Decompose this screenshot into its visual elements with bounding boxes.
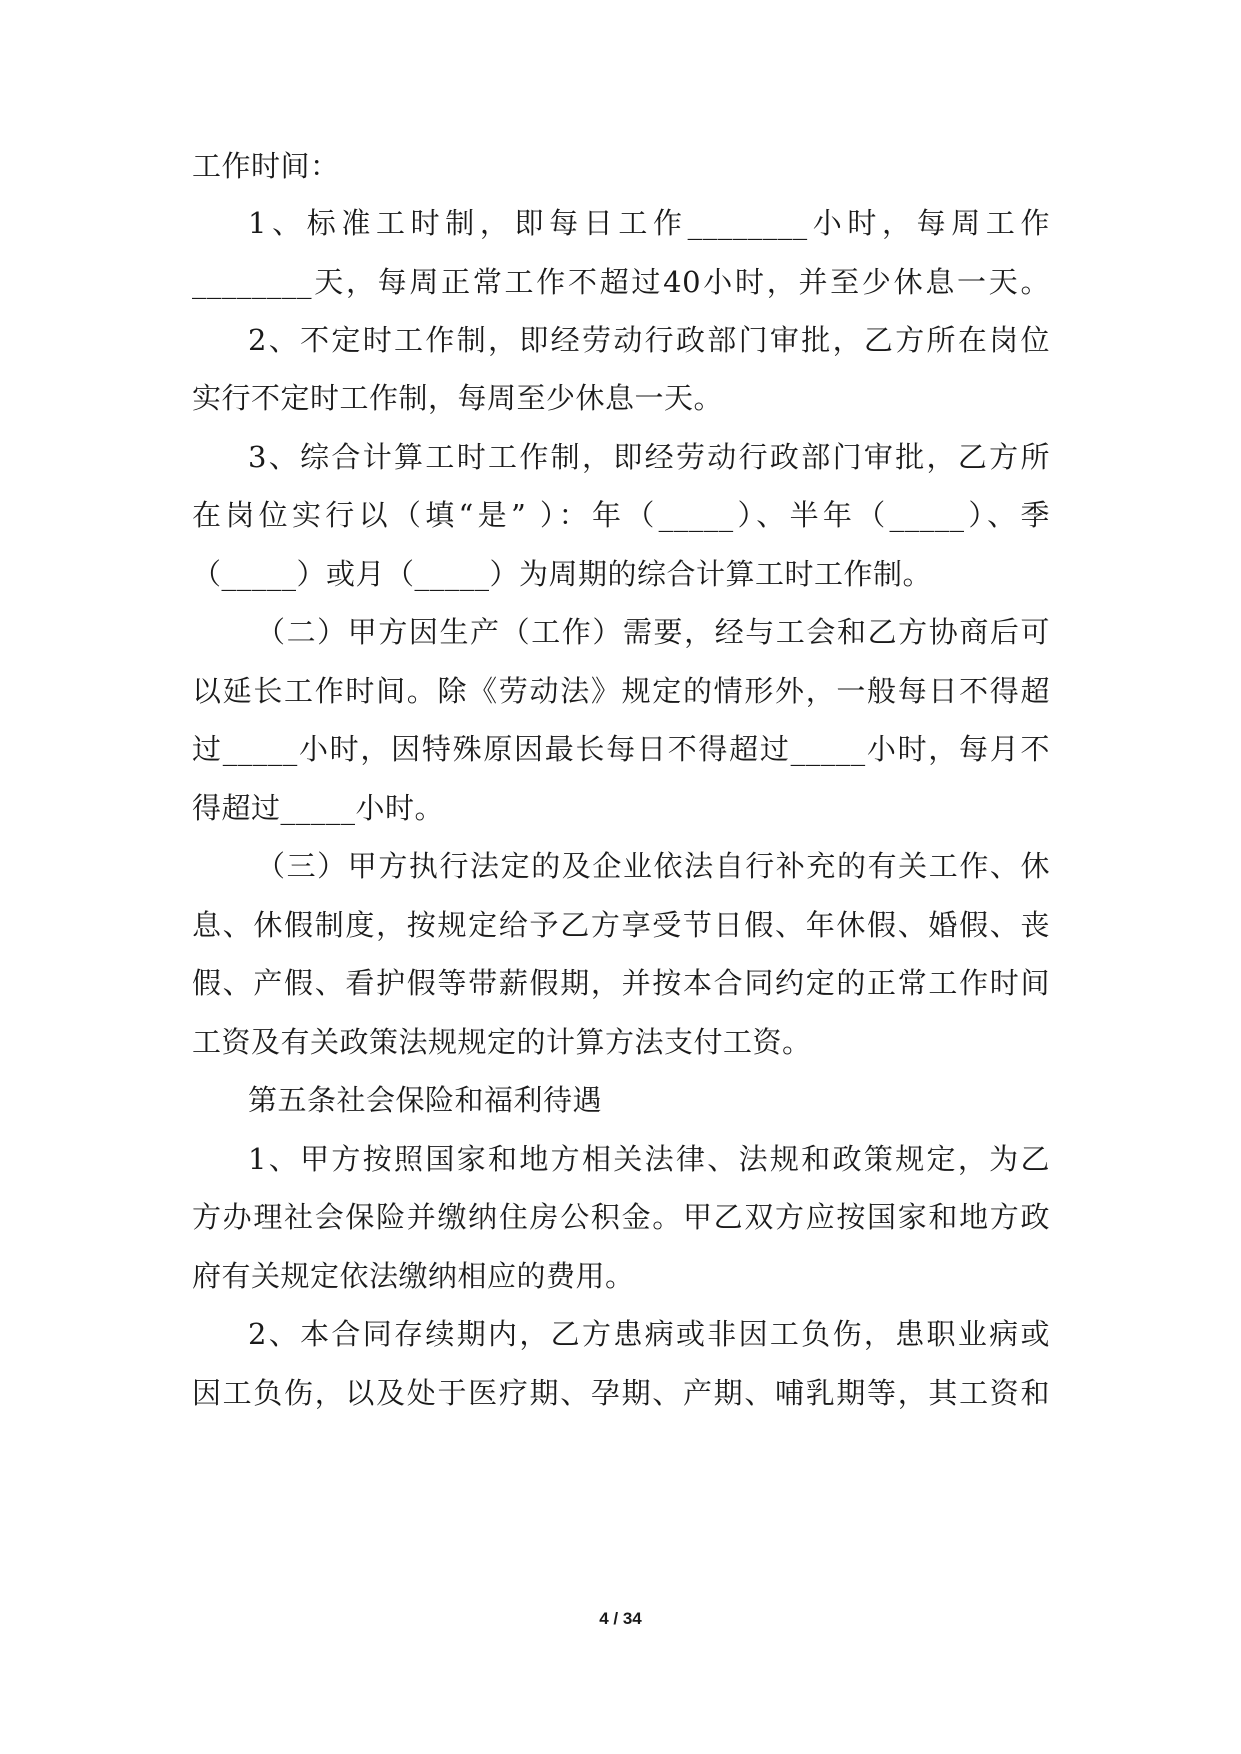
- text-line: 2、不定时工作制，即经劳动行政部门审批，乙方所在岗位: [248, 323, 1050, 357]
- text-line: 过_____小时，因特殊原因最长每日不得超过_____小时，每月不: [192, 732, 1050, 766]
- text-line: 在岗位实行以（填“是” ）：年（_____）、半年（_____）、季: [192, 498, 1050, 532]
- text-line: （三）甲方执行法定的及企业依法自行补充的有关工作、休: [256, 849, 1050, 883]
- text-line: （_____）或月（_____）为周期的综合计算工时工作制。: [192, 557, 933, 591]
- text-line: 实行不定时工作制，每周至少休息一天。: [192, 381, 724, 415]
- text-line: ________天，每周正常工作不超过40小时，并至少休息一天。: [192, 265, 1050, 299]
- text-line: 1、标准工时制，即每日工作________小时，每周工作: [248, 206, 1050, 240]
- text-line: 工资及有关政策法规规定的计算方法支付工资。: [192, 1025, 812, 1059]
- text-line: 假、产假、看护假等带薪假期，并按本合同约定的正常工作时间: [192, 966, 1050, 1000]
- page-number: 4 / 34: [599, 1609, 642, 1628]
- text-line: 因工负伤，以及处于医疗期、孕期、产期、哺乳期等，其工资和: [192, 1376, 1050, 1410]
- text-line: （二）甲方因生产（工作）需要，经与工会和乙方协商后可: [256, 615, 1050, 649]
- text-line: 方办理社会保险并缴纳住房公积金。甲乙双方应按国家和地方政: [192, 1200, 1050, 1234]
- section-heading: 第五条社会保险和福利待遇: [248, 1083, 603, 1117]
- text-line: 以延长工作时间。除《劳动法》规定的情形外，一般每日不得超: [192, 674, 1050, 708]
- text-line: 2、本合同存续期内，乙方患病或非因工负伤，患职业病或: [248, 1317, 1050, 1351]
- text-line: 1、甲方按照国家和地方相关法律、法规和政策规定，为乙: [248, 1142, 1050, 1176]
- text-line: 府有关规定依法缴纳相应的费用。: [192, 1259, 635, 1293]
- text-line: 3、综合计算工时工作制，即经劳动行政部门审批，乙方所: [248, 440, 1050, 474]
- text-line: 息、休假制度，按规定给予乙方享受节日假、年休假、婚假、丧: [192, 908, 1050, 942]
- text-line: 工作时间：: [192, 149, 340, 183]
- text-line: 得超过_____小时。: [192, 791, 445, 825]
